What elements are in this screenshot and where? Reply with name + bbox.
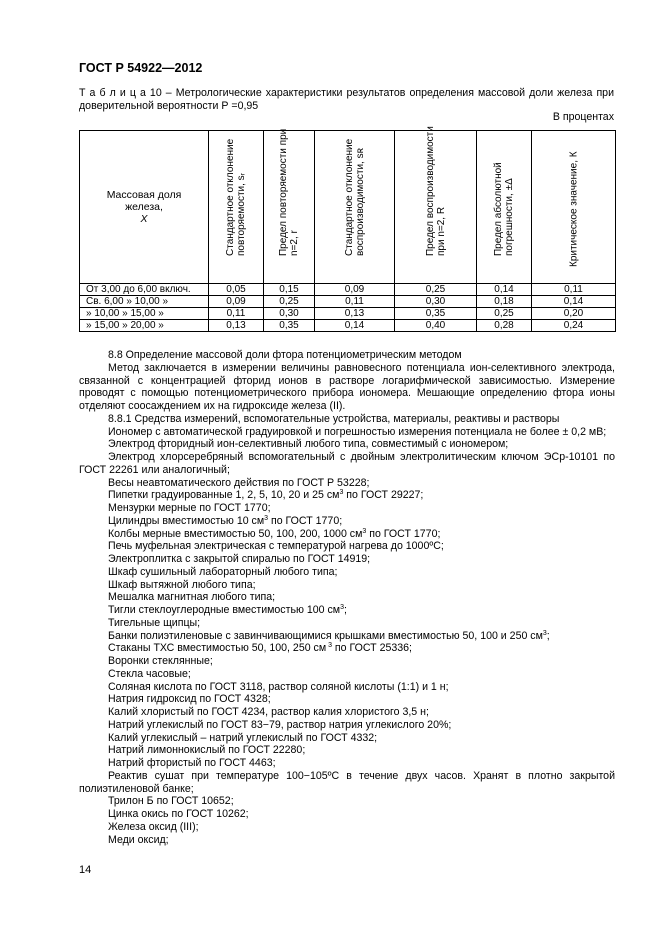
list-item: Тигельные щипцы; xyxy=(108,616,201,629)
list-item: Шкаф сушильный лабораторный любого типа; xyxy=(108,565,338,578)
table-caption xyxy=(79,87,614,113)
list-item: Натрий фтористый по ГОСТ 4463; xyxy=(108,757,276,769)
list-item: Железа оксид (III); xyxy=(108,820,199,833)
units-label: В процентах xyxy=(552,111,614,123)
list-item: Иономер с автоматической градуировкой и погрешностью измерения потенциала не более ± 0,2 мВ; xyxy=(108,425,607,438)
list-item: Трилон Б по ГОСТ 10652; xyxy=(108,795,234,808)
list-item: Калий углекислый – натрий углекислый по ГОСТ 4332; xyxy=(108,731,378,744)
table-header-row xyxy=(80,131,616,284)
list-item: Весы неавтоматического действия по ГОСТ Р 53228; xyxy=(108,476,370,489)
list-item: Печь муфельная электрическая с температурой нагрева до 1000ºС; xyxy=(108,540,444,553)
list-item: Пипетки градуированные 1, 2, 5, 10, 20 и 25 $см^3$ по ГОСТ 29227; xyxy=(108,489,424,502)
list-item: Тигли стеклоуглеродные вместимостью 100 $см^3$; xyxy=(108,604,347,616)
table-row: От 3,00 до 6,00 включ. 0,05 0,15 0,09 0,25 0,14 0,11 xyxy=(80,284,616,296)
list-item: Стекла часовые; xyxy=(108,667,191,680)
header-absolute-error: Предел абсолютной погрешности, ±Δ xyxy=(477,131,532,284)
list-item: Натрий лимоннокислый по ГОСТ 22280; xyxy=(108,744,306,757)
table-row: Св. 6,00 » 10,00 » 0,09 0,25 0,11 0,30 0,18 0,14 xyxy=(80,296,616,308)
table-caption-line1: Т а б л и ц а 10 – Метрологические характеристики результатов определения массовой доли железа при xyxy=(79,87,614,99)
list-item: Меди оксид; xyxy=(108,833,169,846)
table-row: » 10,00 » 15,00 » 0,11 0,30 0,13 0,35 0,25 0,20 xyxy=(80,308,616,320)
list-item: Мешалка магнитная любого типа; xyxy=(108,591,276,604)
list-item: Цилиндры вместимостью 10 $см^3$ по ГОСТ 1770; xyxy=(108,514,343,527)
list-item: Колбы мерные вместимостью 50, 100, 200, 1000 $см^3$ по ГОСТ 1770; xyxy=(108,527,441,540)
body-text xyxy=(79,349,615,846)
page-number: 14 xyxy=(79,864,92,876)
header-repeatability-limit: Предел повторяемости при n=2, r xyxy=(264,131,315,284)
list-item: Соляная кислота по ГОСТ 3118, раствор соляной кислоты (1:1) и 1 н; xyxy=(108,680,449,693)
document-header: ГОСТ Р 54922—2012 xyxy=(79,61,203,75)
list-item: Воронки стеклянные; xyxy=(108,655,213,667)
list-item: Электрод хлорсеребряный вспомогательный с двойным электролитическим ключом ЭСр-10101 по ГОСТ 22261 или аналогичный; xyxy=(79,451,615,476)
list-item: Электрод фторидный ион-селективный любого типа, совместимый с иономером; xyxy=(108,438,509,451)
paragraph: Метод заключается в измерении величины равновесного потенциала ион-селективного электрода, связанной с концентрацией фторид ионов в растворе логарифмической зависимостью. Измерение проводят с помощью потенциометрического прибора иономера. Мешающие определению фтора ионы отделяют соосаждением их на гидроксиде железа (II). xyxy=(79,361,615,412)
section-heading: 8.8 Определение массовой доли фтора потенциометрическим методом xyxy=(108,349,462,361)
list-item: Калий хлористый по ГОСТ 4234, раствор калия хлористого 3,5 н; xyxy=(108,706,429,718)
paragraph: Реактив сушат при температуре 100−105ºС в течение двух часов. Хранят в плотно закрытой полиэтиленовой банке; xyxy=(79,769,615,795)
table-caption-line2: доверительной вероятности Р =0,95 xyxy=(79,100,259,112)
list-item: Мензурки мерные по ГОСТ 1770; xyxy=(108,502,271,514)
list-item: Электроплитка с закрытой спиралью по ГОСТ 14919; xyxy=(108,553,371,565)
metrology-table xyxy=(79,126,616,332)
header-mass-fraction: Массовая доля железа, X xyxy=(80,131,209,284)
list-item: Цинка окись по ГОСТ 10262; xyxy=(108,808,249,820)
list-item: Стаканы ТХС вместимостью 50, 100, 250 см $^3$ по ГОСТ 25336; xyxy=(108,642,412,655)
list-item: Шкаф вытяжной любого типа; xyxy=(108,578,256,591)
header-reproducibility-limit: Предел воспроизводимости при n=2, R xyxy=(395,131,477,284)
table-row: » 15,00 » 20,00 » 0,13 0,35 0,14 0,40 0,28 0,24 xyxy=(80,320,616,332)
list-item: Банки полиэтиленовые с завинчивающимися крышками вместимостью 50, 100 и 250 $см^3$; xyxy=(108,629,550,642)
header-reproducibility-sd: Стандартное отклонение воспроизводимости, sʀ xyxy=(315,131,395,284)
header-repeatability-sd: Стандартное отклонение повторяемости, sᵣ xyxy=(209,131,264,284)
list-item: Натрия гидроксид по ГОСТ 4328; xyxy=(108,693,271,706)
header-critical-value: Критическое значение, К xyxy=(532,131,616,284)
list-item: Натрий углекислый по ГОСТ 83−79, раствор натрия углекислого 20%; xyxy=(108,718,452,731)
subsection-heading: 8.8.1 Средства измерений, вспомогательные устройства, материалы, реактивы и растворы xyxy=(108,412,560,425)
